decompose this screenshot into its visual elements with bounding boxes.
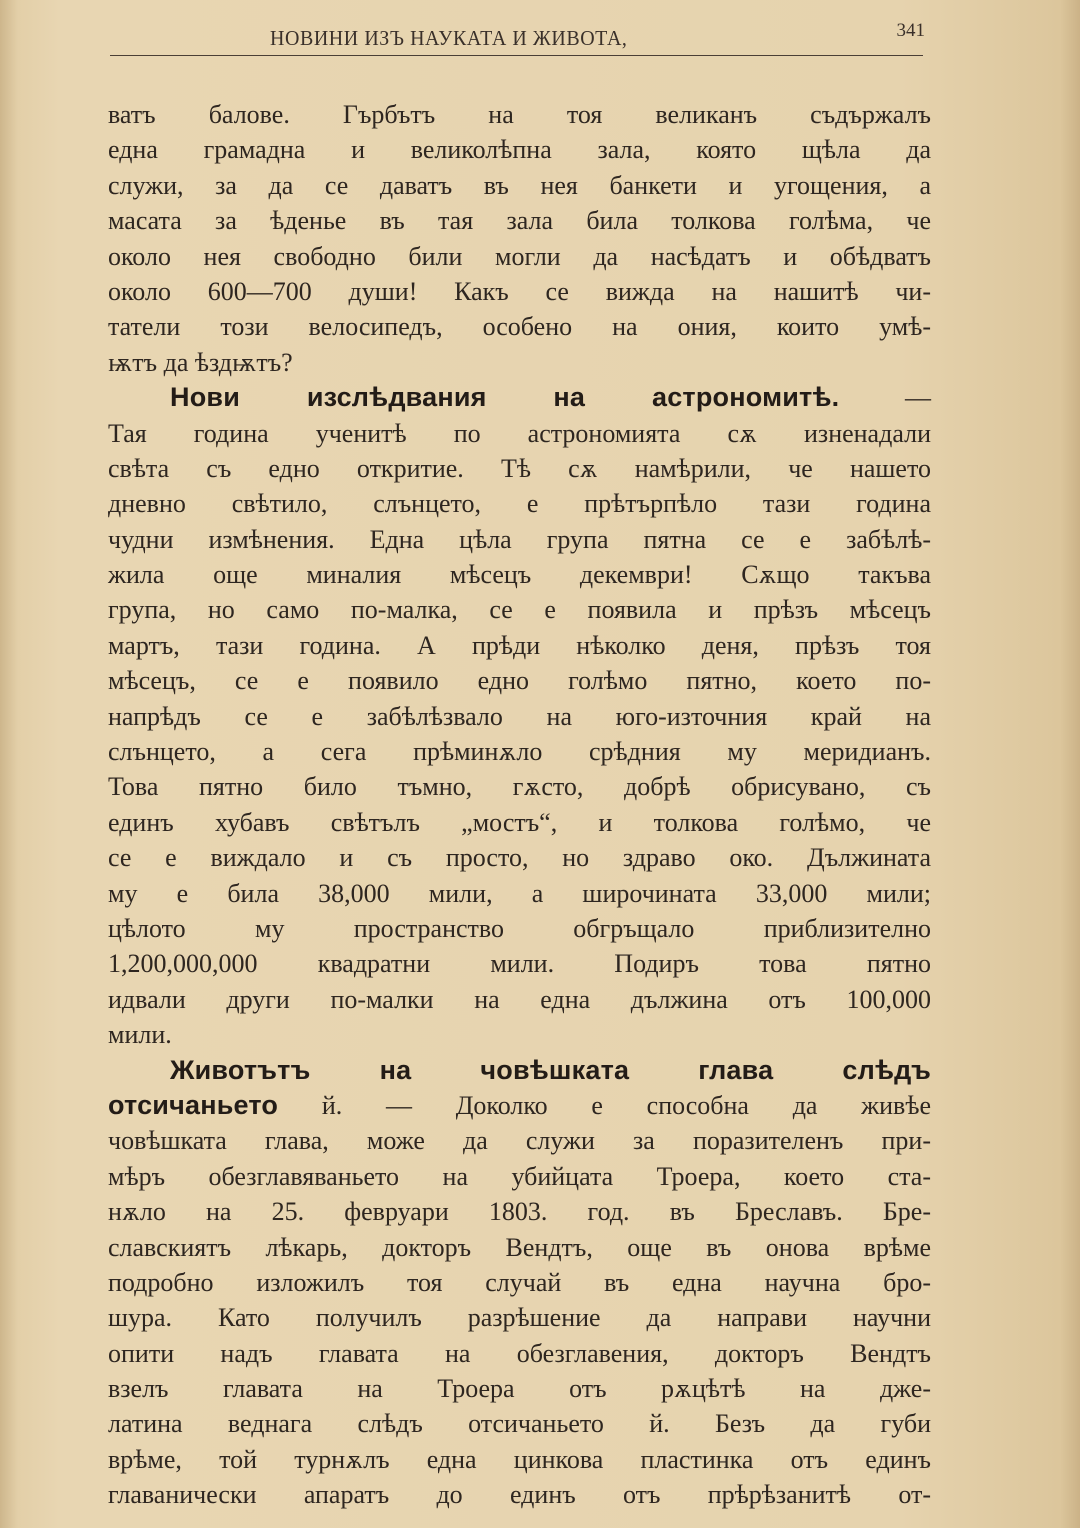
text-line: напрѣдъ се е забѣлѣзвало на юго-източния край на <box>108 701 931 731</box>
text-line: подробно изложилъ тоя случай въ една научна бро- <box>108 1267 931 1297</box>
section-heading: Животътъ на човѣшката глава слѣдъ <box>170 1054 931 1085</box>
header-rule <box>110 55 923 56</box>
text-line: му е била 38,000 мили, а широчината 33,000 мили; <box>108 878 931 908</box>
text-line: единъ хубавъ свѣтълъ „мостъ“, и толкова голѣмо, че <box>108 807 931 837</box>
paragraph-text: й. — Доколко е способна да живѣе <box>278 1090 931 1120</box>
text-line: нѫло на 25. февруари 1803. год. въ Бреславъ. Бре- <box>108 1197 931 1227</box>
text-line: се е виждало и съ просто, но здраво око. Дължината <box>108 843 931 873</box>
text-line: човѣшката глава, може да служи за поразителенъ при- <box>108 1126 931 1156</box>
text-line: жила още миналия мѣсецъ декември! Сѫщо такъва <box>108 560 931 590</box>
text-line: свѣта съ едно откритие. Тѣ сѫ намѣрили, че нашето <box>108 453 931 483</box>
text-line: опити надъ главата на обезглавения, докторъ Вендтъ <box>108 1338 931 1368</box>
heading-dash: — <box>839 383 932 413</box>
text-line: татели този велосипедъ, особено на ония, които умѣ- <box>108 312 931 342</box>
text-line: една грамадна и великолѣпна зала, която щѣла да <box>108 135 931 165</box>
text-line: мили. <box>108 1020 172 1050</box>
text-line: ѭтъ да ѣздѭтъ? <box>108 347 293 377</box>
article-body <box>108 97 931 1513</box>
section-heading-line <box>108 1088 931 1123</box>
text-line: латина веднага слѣдъ отсичаньето й. Безъ да губи <box>108 1409 931 1439</box>
text-line: около 600—700 души! Какъ се вижда на нашитѣ чи- <box>108 276 931 306</box>
page-number: 341 <box>896 20 925 41</box>
text-line: мѣсецъ, се е появило едно голѣмо пятно, което по- <box>108 666 931 696</box>
text-line: група, но само по-малка, се е появила и прѣзъ мѣсецъ <box>108 595 931 625</box>
text-line: цѣлото му пространство обгръщало приблизително <box>108 913 931 943</box>
text-line: Това пятно било тъмно, гѫсто, добрѣ обрисувано, съ <box>108 772 931 802</box>
text-line: Тая година ученитѣ по астрономията сѫ изненадали <box>108 418 931 448</box>
text-line: слънцето, а сега прѣминѫло срѣдния му меридианъ. <box>108 737 931 767</box>
text-line: главанически апаратъ до единъ отъ прѣрѣзанитѣ от- <box>108 1480 931 1510</box>
text-line: шура. Като получилъ разрѣшение да направи научни <box>108 1303 931 1333</box>
section-heading: Нови изслѣдвания на астрономитѣ. <box>170 382 840 413</box>
text-line: чудни измѣнения. Една цѣла група пятна се е забѣлѣ- <box>108 524 931 554</box>
text-line: мартъ, тази година. А прѣди нѣколко деня, прѣзъ тоя <box>108 630 931 660</box>
text-line: идвали други по-малки на една дължина отъ 100,000 <box>108 984 931 1014</box>
running-header <box>110 18 925 54</box>
section-heading-line <box>108 1053 931 1088</box>
section-heading-line <box>108 380 931 415</box>
text-line: славскиятъ лѣкарь, докторъ Вендтъ, още въ онова врѣме <box>108 1232 931 1262</box>
text-line: мѣръ обезглавяваньето на убийцата Троера, което ста- <box>108 1161 931 1191</box>
section-heading-cont: отсичаньето <box>108 1089 279 1120</box>
text-line: врѣме, той турнѫлъ една цинкова пластинка отъ единъ <box>108 1444 931 1474</box>
text-line: 1,200,000,000 квадратни мили. Подиръ това пятно <box>108 949 931 979</box>
text-line: взелъ главата на Троера отъ рѫцѣтѣ на дже- <box>108 1374 931 1404</box>
text-line: около нея свободно били могли да насѣдатъ и обѣдватъ <box>108 241 931 271</box>
text-line: масата за ѣденье въ тая зала била толкова голѣма, че <box>108 206 931 236</box>
running-header-title: НОВИНИ ИЗЪ НАУКАТА И ЖИВОТА, <box>270 26 628 50</box>
text-line: дневно свѣтило, слънцето, е прѣтърпѣло тази година <box>108 489 931 519</box>
text-line: служи, за да се даватъ въ нея банкети и угощения, а <box>108 170 931 200</box>
text-line: ватъ балове. Гърбътъ на тоя великанъ съдържалъ <box>108 100 931 129</box>
